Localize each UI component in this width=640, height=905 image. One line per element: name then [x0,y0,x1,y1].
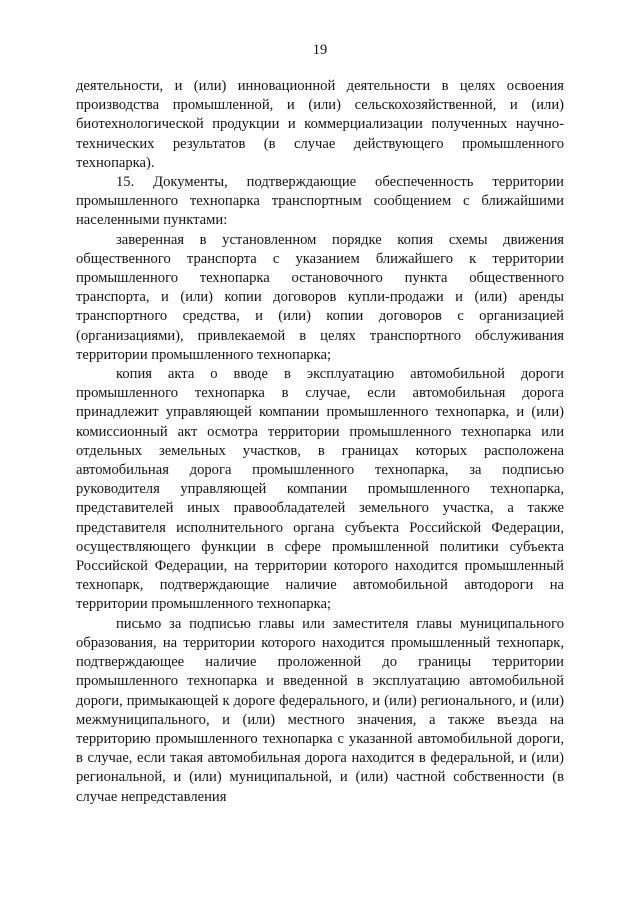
paragraph-continuation: деятельности, и (или) инновационной деятельности в целях освоения производства промышленной, и (или) сельскохозяйственной, и (или) биотехнологической продукции и коммерциализации полученных научно-технических результатов (в случае действующего промышленного технопарка). [76,78,564,171]
paragraph-road-commissioning-act: копия акта о вводе в эксплуатацию автомобильной дороги промышленного технопарка в случае, если автомобильная дорога принадлежит управляющей компании промышленного технопарка, и (или) комиссионный акт осмотра территории промышленного технопарка или отдельных земельных участков, в границах которых расположена автомобильная дорога промышленного технопарка, за подписью руководителя управляющей компании промышленного технопарка, представителей иных правообладателей земельного участка, а также представителя исполнительного органа субъекта Российской Федерации, осуществляющего функции в сфере промышленной политики субъекта Российской Федерации, на территории которого находится промышленный технопарк, подтверждающие наличие автомобильной автодороги на территории промышленного технопарка; [76,366,564,613]
document-body [76,77,564,807]
page-number: 19 [312,42,328,58]
paragraph-item-15: 15. Документы, подтверждающие обеспеченность территории промышленного технопарка транспортным сообщением с ближайшими населенными пунктами: [76,174,564,229]
paragraph-municipal-letter: письмо за подписью главы или заместителя главы муниципального образования, на территории которого находится промышленный технопарк, подтверждающее наличие проложенной до границы территории промышленного технопарка и введенной в эксплуатацию автомобильной дороги, примыкающей к дороге федерального, и (или) регионального, и (или) межмуниципального, и (или) местного значения, а также въезда на территорию промышленного технопарка с указанной автомобильной дороги, в случае, если такая автомобильная дорога находится в федеральной, и (или) региональной, и (или) муниципальной, и (или) частной собственности (в случае непредставления [76,615,564,805]
paragraph-transport-schema-copy: заверенная в установленном порядке копия схемы движения общественного транспорта с указанием ближайшего к территории промышленного технопарка остановочного пункта общественного транспорта, и (или) копии договоров купли-продажи и (или) аренды транспортного средства, и (или) копии договоров с организацией (организациями), привлекаемой в целях транспортного обслуживания территории промышленного технопарка; [76,231,564,363]
